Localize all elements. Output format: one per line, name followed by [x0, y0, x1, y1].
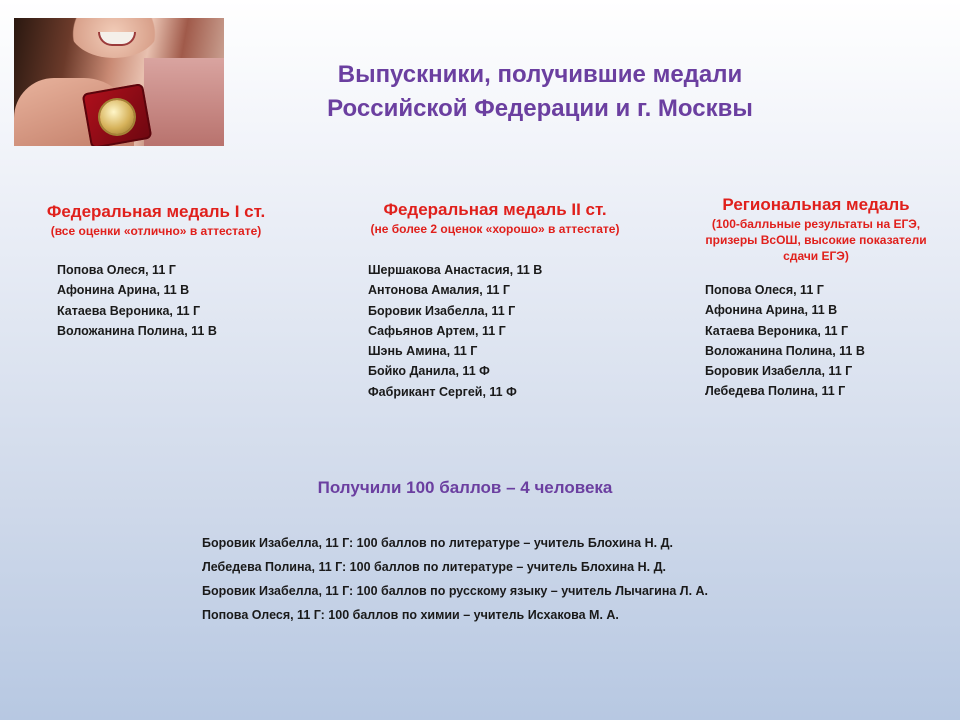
page-title	[260, 58, 820, 126]
column-heading: Федеральная медаль II ст.	[383, 200, 607, 219]
medal-icon	[100, 100, 134, 134]
list-item: Афонина Арина, 11 В	[705, 303, 838, 318]
list-item: Боровик Изабелла, 11 Г	[368, 303, 516, 318]
list-item: Воложанина Полина, 11 В	[705, 343, 865, 358]
title-line-2: Российской Федерации и г. Москвы	[327, 95, 753, 122]
federal-medal-2-list	[368, 260, 542, 402]
list-item: Бойко Данила, 11 Ф	[368, 364, 490, 379]
hundred-points-list	[202, 531, 708, 627]
federal-medal-1-header	[10, 201, 302, 239]
list-item: Лебедева Полина, 11 Г	[705, 384, 846, 399]
list-item: Сафьянов Артем, 11 Г	[368, 323, 506, 338]
list-item: Фабрикант Сергей, 11 Ф	[368, 384, 517, 399]
title-line-1: Выпускники, получившие медали	[337, 61, 743, 88]
list-item: Антонова Амалия, 11 Г	[368, 283, 510, 298]
federal-medal-2-header	[325, 199, 665, 237]
column-heading: Региональная медаль	[722, 195, 910, 214]
list-item: Катаева Вероника, 11 Г	[57, 303, 201, 318]
medal-photo	[14, 18, 224, 146]
photo-shirt	[144, 58, 224, 146]
list-item: Катаева Вероника, 11 Г	[705, 323, 849, 338]
list-item: Шершакова Анастасия, 11 В	[368, 263, 543, 277]
list-item: Попова Олеся, 11 Г	[705, 283, 824, 297]
column-subtitle: (все оценки «отлично» в аттестате)	[50, 224, 262, 238]
column-subtitle: (не более 2 оценок «хорошо» в аттестате)	[370, 222, 620, 236]
list-item: Шэнь Амина, 11 Г	[368, 344, 478, 359]
list-item: Попова Олеся, 11 Г: 100 баллов по химии – учитель Исхакова М. А.	[202, 608, 619, 622]
hundred-points-heading: Получили 100 баллов – 4 человека	[317, 478, 613, 497]
list-item: Афонина Арина, 11 В	[57, 283, 190, 298]
list-item: Боровик Изабелла, 11 Г: 100 баллов по литературе – учитель Блохина Н. Д.	[202, 536, 673, 550]
list-item: Лебедева Полина, 11 Г: 100 баллов по литературе – учитель Блохина Н. Д.	[202, 560, 666, 574]
list-item: Воложанина Полина, 11 В	[57, 323, 217, 338]
column-heading: Федеральная медаль I ст.	[46, 202, 266, 221]
list-item: Боровик Изабелла, 11 Г: 100 баллов по русскому языку – учитель Лычагина Л. А.	[202, 584, 709, 598]
list-item: Попова Олеся, 11 Г	[57, 263, 176, 277]
regional-medal-list	[705, 280, 865, 402]
column-subtitle: (100-балльные результаты на ЕГЭ, призеры ВсОШ, высокие показатели сдачи ЕГЭ)	[705, 217, 927, 263]
list-item: Боровик Изабелла, 11 Г	[705, 364, 853, 379]
federal-medal-1-list	[57, 260, 217, 341]
regional-medal-header	[690, 194, 942, 264]
